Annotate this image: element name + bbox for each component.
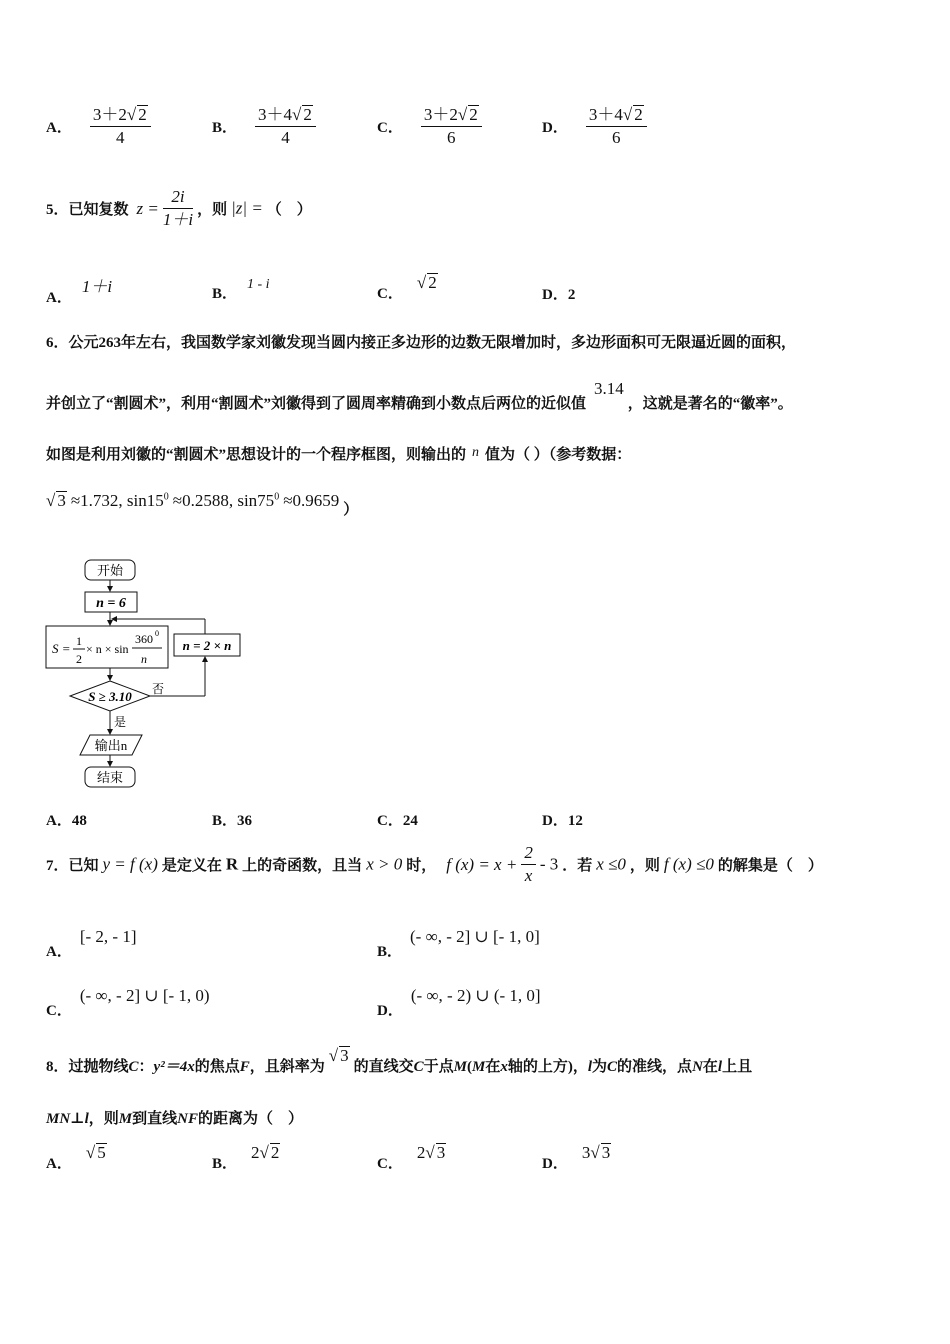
q6-line2: 并创立了“割圆术”，利用“割圆术”刘徽得到了圆周率精确到小数点后两位的近似值 3.14 ，这就是著名的“徽率”。 bbox=[46, 379, 793, 412]
q6-option-b[interactable]: B．36 bbox=[212, 813, 253, 829]
option-label: C． bbox=[377, 120, 403, 136]
flow-formula-angle: 360 bbox=[135, 632, 153, 646]
fraction: $\frac{2}{x}$ bbox=[521, 842, 536, 887]
q5-option-c[interactable]: C． √ 2 bbox=[377, 273, 437, 302]
q4-option-d[interactable] bbox=[542, 104, 647, 149]
q7-option-a[interactable]: A． [- 2, - 1] bbox=[46, 927, 137, 960]
flowchart bbox=[40, 556, 250, 792]
q7-option-b[interactable]: B． (- ∞, - 2] ∪ [- 1, 0] bbox=[377, 927, 540, 960]
flow-end-text: 结束 bbox=[96, 770, 124, 785]
q5-option-b[interactable]: B． 1 - i bbox=[212, 277, 270, 302]
q8-option-c[interactable]: C． 2√ 3 bbox=[377, 1143, 446, 1172]
option-label: B． bbox=[212, 120, 238, 136]
q4-option-b[interactable] bbox=[212, 104, 316, 149]
flow-formula-half-den: 2 bbox=[76, 652, 82, 666]
q6-option-a[interactable]: A．48 bbox=[46, 813, 87, 829]
q7-option-c[interactable]: C． (- ∞, - 2] ∪ [- 1, 0) bbox=[46, 986, 210, 1019]
option-label: D． bbox=[542, 120, 568, 136]
fraction: $\frac{2i}{1+i}$ bbox=[162, 187, 194, 229]
flow-formula-half-num: 1 bbox=[76, 634, 82, 648]
q5-option-d[interactable]: D．2 bbox=[542, 287, 576, 303]
option-label: A． bbox=[46, 120, 72, 136]
q8-line2: MN⊥l，则M到直线NF的距离为（ ） bbox=[46, 1111, 303, 1127]
q4-option-c[interactable] bbox=[377, 104, 482, 149]
fraction: $\frac{3+4√ 2}{6}$ bbox=[586, 104, 647, 149]
q7-option-d[interactable]: D． (- ∞, - 2) ∪ (- 1, 0] bbox=[377, 986, 541, 1019]
flow-yes-label: 是 bbox=[114, 715, 127, 729]
q8-option-a[interactable]: A． √ 5 bbox=[46, 1143, 106, 1172]
flow-output-text: 输出n bbox=[94, 738, 128, 753]
q6-line3: 如图是利用刘徽的“割圆术”思想设计的一个程序框图，则输出的 n 值为（ ）（参考数据： bbox=[46, 445, 632, 463]
flow-condition-text: S ≥ 3.10 bbox=[88, 689, 132, 704]
flow-start-text: 开始 bbox=[96, 563, 124, 578]
fraction: $\frac{3+2√ 2}{4}$ bbox=[90, 104, 151, 149]
q7-stem: 7．已知 y = f (x) 是定义在 R 上的奇函数，且当 x > 0 时， f (x) = x + $\frac{2}{x}$ - 3 ．若 x ≤0 ，则 f (x) ≤0 的解集是（ ） bbox=[46, 843, 823, 885]
fraction: $\frac{3+4√ 2}{4}$ bbox=[255, 104, 316, 149]
flow-no-label: 否 bbox=[152, 682, 165, 696]
q6-option-c[interactable]: C．24 bbox=[377, 813, 418, 829]
flow-init-text: n = 6 bbox=[96, 596, 126, 611]
q6-line1: 6．公元263年左右，我国数学家刘徽发现当圆内接正多边形的边数无限增加时，多边形面积可无限逼近圆的面积， bbox=[46, 335, 797, 351]
q4-option-a[interactable] bbox=[46, 104, 151, 149]
q6-reference-data: √ 3 ≈1.732, $\sin 15^0 \approx 0.2588$, $\sin 75^0 \approx 0.9659$ ） bbox=[46, 491, 359, 518]
flow-formula-den: n bbox=[141, 652, 147, 666]
flow-update-text: n = 2 × n bbox=[182, 638, 232, 653]
flow-formula-s: S = bbox=[52, 641, 71, 656]
q5-stem: 5．已知复数 z = $\frac{2i}{1+i}$ ，则 |z| = （ ） bbox=[46, 187, 312, 229]
fraction: $\frac{3+2√ 2}{6}$ bbox=[421, 104, 482, 149]
flow-formula-angle-sup: 0 bbox=[155, 629, 159, 638]
flow-formula-mid: × n × sin bbox=[86, 642, 129, 656]
q6-option-d[interactable]: D．12 bbox=[542, 813, 583, 829]
q8-option-d[interactable]: D． 3√ 3 bbox=[542, 1143, 611, 1172]
q8-option-b[interactable]: B． 2√ 2 bbox=[212, 1143, 280, 1172]
q8-line1: 8．过抛物线C：y²＝4x的焦点F，且斜率为 √ 3 的直线交C于点M(M在x轴的上方)，l为C的准线，点N在l上且 bbox=[46, 1046, 753, 1075]
q5-option-a[interactable]: A． 1＋i bbox=[46, 277, 113, 306]
